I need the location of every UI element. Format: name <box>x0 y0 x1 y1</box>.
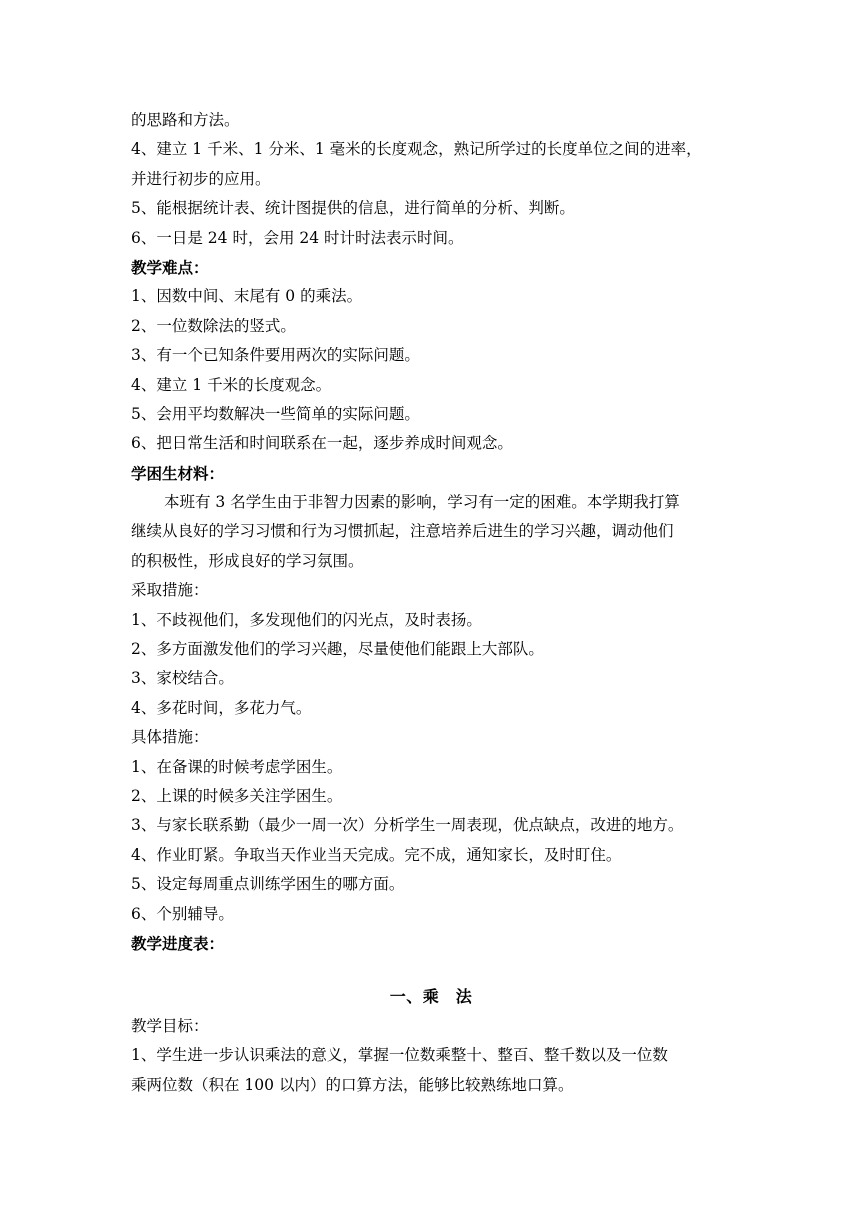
paragraph-line: 本班有 3 名学生由于非智力因素的影响，学习有一定的困难。本学期我打算 <box>164 493 680 512</box>
text-line: 1、学生进一步认识乘法的意义，掌握一位数乘整十、整百、整千数以及一位数 <box>131 1046 668 1065</box>
list-item: 3、与家长联系勤（最少一周一次）分析学生一周表现，优点缺点，改进的地方。 <box>131 816 684 835</box>
list-item: 4、多花时间，多花力气。 <box>131 698 312 717</box>
spacer <box>131 958 731 982</box>
section-heading-specific: 具体措施： <box>131 728 209 747</box>
list-item: 6、个别辅导。 <box>131 904 234 923</box>
text-line: 4、建立 1 千米、1 分米、1 毫米的长度观念，熟记所学过的长度单位之间的进率， <box>131 140 702 159</box>
list-item: 1、不歧视他们，多发现他们的闪光点，及时表扬。 <box>131 610 482 629</box>
text-line: 乘两位数（积在 100 以内）的口算方法，能够比较熟练地口算。 <box>131 1075 574 1094</box>
section-heading-measures: 采取措施： <box>131 581 209 600</box>
list-item: 2、多方面激发他们的学习兴趣，尽量使他们能跟上大部队。 <box>131 640 544 659</box>
text-line: 6、一日是 24 时，会用 24 时计时法表示时间。 <box>131 228 464 247</box>
paragraph-line: 的积极性，形成良好的学习氛围。 <box>131 551 364 570</box>
list-item: 6、把日常生活和时间联系在一起，逐步养成时间观念。 <box>131 434 513 453</box>
text-line: 的思路和方法。 <box>131 111 240 129</box>
list-item: 5、设定每周重点训练学困生的哪方面。 <box>131 875 405 894</box>
section-heading-schedule: 教学进度表： <box>131 933 225 953</box>
section-heading-struggling: 学困生材料： <box>131 463 225 483</box>
document-page <box>131 106 731 1100</box>
paragraph-line: 继续从良好的学习习惯和行为习惯抓起，注意培养后进生的学习兴趣，调动他们 <box>131 522 674 541</box>
list-item: 3、有一个已知条件要用两次的实际问题。 <box>131 346 420 365</box>
list-item: 1、因数中间、末尾有 0 的乘法。 <box>131 287 363 306</box>
list-item: 2、上课的时候多关注学困生。 <box>131 786 343 805</box>
text-line: 并进行初步的应用。 <box>131 169 271 188</box>
list-item: 2、一位数除法的竖式。 <box>131 316 296 335</box>
list-item: 5、会用平均数解决一些简单的实际问题。 <box>131 404 420 423</box>
list-item: 3、家校结合。 <box>131 669 234 688</box>
goal-label: 教学目标： <box>131 1016 209 1035</box>
section-heading-difficulty: 教学难点： <box>131 257 209 277</box>
text-line: 5、能根据统计表、统计图提供的信息，进行简单的分析、判断。 <box>131 199 575 218</box>
list-item: 4、建立 1 千米的长度观念。 <box>131 375 332 394</box>
list-item: 1、在备课的时候考虑学困生。 <box>131 757 343 776</box>
list-item: 4、作业盯紧。争取当天作业当天完成。完不成，通知家长，及时盯住。 <box>131 845 622 864</box>
chapter-title: 一、乘 法 <box>389 987 473 1007</box>
